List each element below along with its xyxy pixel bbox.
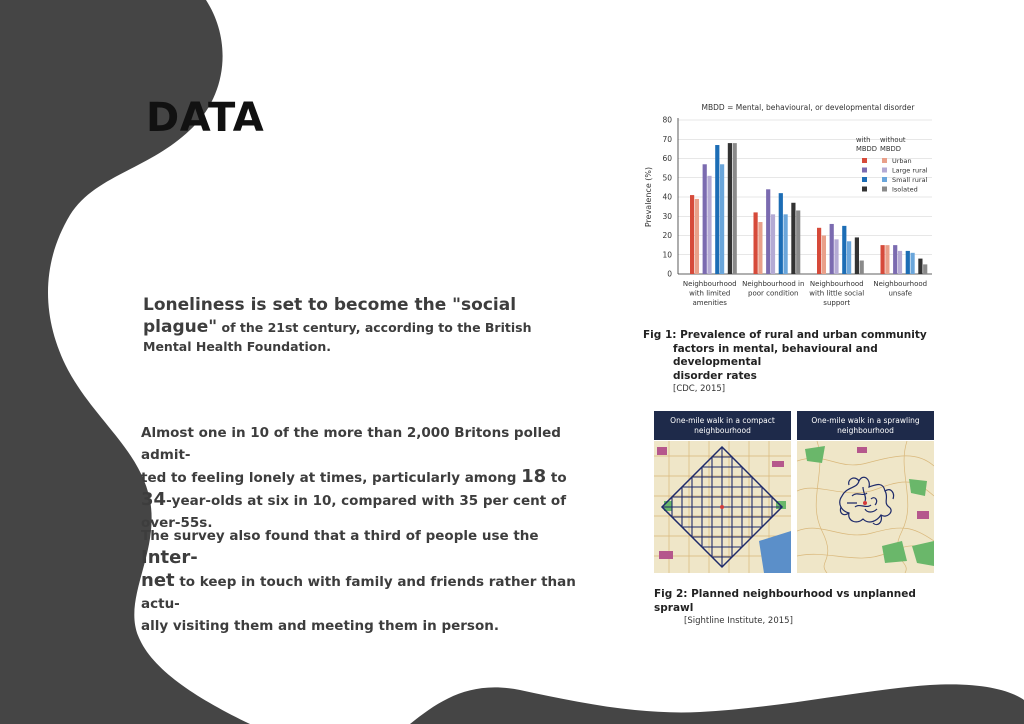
bar-small-rural-with [842,226,846,274]
y-tick-label: 10 [662,250,672,260]
fig1-caption-line3: disorder rates [673,369,757,382]
legend-header-without: MBDD [880,145,901,153]
y-axis-label: Prevalence (%) [644,166,653,228]
bar-large-rural-with [893,245,897,274]
fig2-caption [654,588,954,629]
legend-swatch-without [882,177,887,182]
legend-label: Isolated [892,185,918,194]
y-tick-label: 30 [662,211,672,221]
fig2-caption-text: Fig 2: Planned neighbourhood vs unplanned sprawl [654,588,916,614]
bar-urban-with [690,195,694,274]
x-tick-label: poor condition [748,289,799,298]
age-34: 34 [141,489,167,510]
bar-isolated-with [791,203,795,274]
legend-label: Urban [892,157,912,165]
x-tick-label: Neighbourhood in [742,280,805,288]
bar-isolated-with [728,143,732,274]
bar-small-rural-with [906,251,910,274]
bar-small-rural-with [715,145,719,274]
intro-line1: Loneliness is set to become the "social [143,295,517,315]
legend-swatch-without [882,187,887,192]
survey-paragraph [141,422,581,534]
bar-large-rural-with [830,224,834,274]
bar-urban-with [817,228,821,274]
bar-isolated-without [796,210,800,274]
compact-map-panel [654,411,791,573]
bar-urban-without [822,236,826,275]
fig1-caption-line1: Fig 1: Prevalence of rural and urban community [643,329,927,341]
intro-line2-rest: of the 21st century, according to the British [217,320,532,335]
x-tick-label: Neighbourhood [682,280,737,288]
intro-line2-big: plague" [143,317,218,337]
x-tick-label: amenities [692,299,727,307]
x-tick-label: with little social [809,289,865,298]
legend-swatch-with [862,168,867,173]
internet-paragraph [141,525,581,637]
bar-small-rural-without [911,253,915,274]
sprawl-map-header: One-mile walk in a sprawling neighbourhood [797,411,934,440]
y-tick-label: 50 [662,173,672,183]
bar-isolated-without [860,261,864,274]
sprawl-map-panel [797,411,934,573]
para1-text-2: ted to feeling lonely at times, particularly among [141,470,522,486]
legend-swatch-with [862,187,867,192]
sprawl-map-image [797,441,934,573]
para2-text-1: The survey also found that a third of people use the [141,528,539,544]
internet-word-1: Inter- [141,547,198,568]
compact-map-header: One-mile walk in a compact neighbourhood [654,411,791,440]
bar-small-rural-without [847,241,851,274]
bar-isolated-with [918,259,922,274]
para1-text-5: over-55s. [141,515,213,531]
fig1-caption [643,329,943,397]
x-tick-label: support [823,299,851,307]
y-tick-label: 70 [662,134,672,144]
page-title: DATA [146,95,265,141]
para1-text-4: -year-olds at six in 10, compared with 35 per cent of [166,493,567,509]
compact-map-image [654,441,791,573]
legend-swatch-without [882,168,887,173]
x-tick-label: Neighbourhood [873,280,928,288]
bar-isolated-with [855,237,859,274]
bar-large-rural-without [834,239,838,274]
legend-swatch-without [882,158,887,163]
bar-urban-without [885,245,889,274]
bar-urban-without [695,199,699,274]
bar-urban-with [754,212,758,274]
dark-blob-bottom [410,684,1024,724]
para2-text-3: ally visiting them and meeting them in person. [141,618,499,634]
bar-isolated-without [733,143,737,274]
bar-large-rural-with [703,164,707,274]
neighbourhood-maps [654,411,934,573]
intro-line3: Mental Health Foundation. [143,339,332,354]
bar-large-rural-with [766,189,770,274]
y-tick-label: 20 [662,231,672,240]
legend-label: Small rural [892,176,928,184]
fig1-source: [CDC, 2015] [673,384,726,394]
y-tick-label: 0 [667,269,672,279]
legend-header-without: without [880,136,906,144]
y-tick-label: 60 [662,154,672,163]
intro-statement [143,294,563,356]
prevalence-bar-chart [640,100,940,322]
legend-swatch-with [862,177,867,182]
y-tick-label: 80 [662,115,672,125]
bar-large-rural-without [707,176,711,274]
bar-urban-with [881,245,885,274]
bar-small-rural-with [779,193,783,274]
bar-large-rural-without [898,251,902,274]
para2-text-2: to keep in touch with family and friends rather than actu- [141,574,576,612]
legend-header-with: MBDD [856,145,877,153]
bar-isolated-without [923,264,927,274]
age-18: 18 [521,466,547,487]
x-tick-label: unsafe [888,289,913,298]
bar-small-rural-without [784,214,788,274]
y-tick-label: 40 [662,192,672,202]
para1-text-3: to [546,470,567,486]
fig1-caption-line2: factors in mental, behavioural and developmental [673,342,878,368]
para1-text-1: Almost one in 10 of the more than 2,000 Britons polled admit- [141,425,561,463]
legend-swatch-with [862,158,867,163]
bar-urban-without [758,222,762,274]
bar-large-rural-without [771,214,775,274]
legend-header-with: with [856,136,871,144]
internet-word-2: net [141,570,175,591]
x-tick-label: with limited [689,289,731,298]
fig2-source: [Sightline Institute, 2015] [684,616,793,626]
x-tick-label: Neighbourhood [809,280,864,288]
legend-label: Large rural [892,166,928,175]
bar-small-rural-without [720,164,724,274]
chart-title: MBDD = Mental, behavioural, or developmental disorder [701,103,915,112]
